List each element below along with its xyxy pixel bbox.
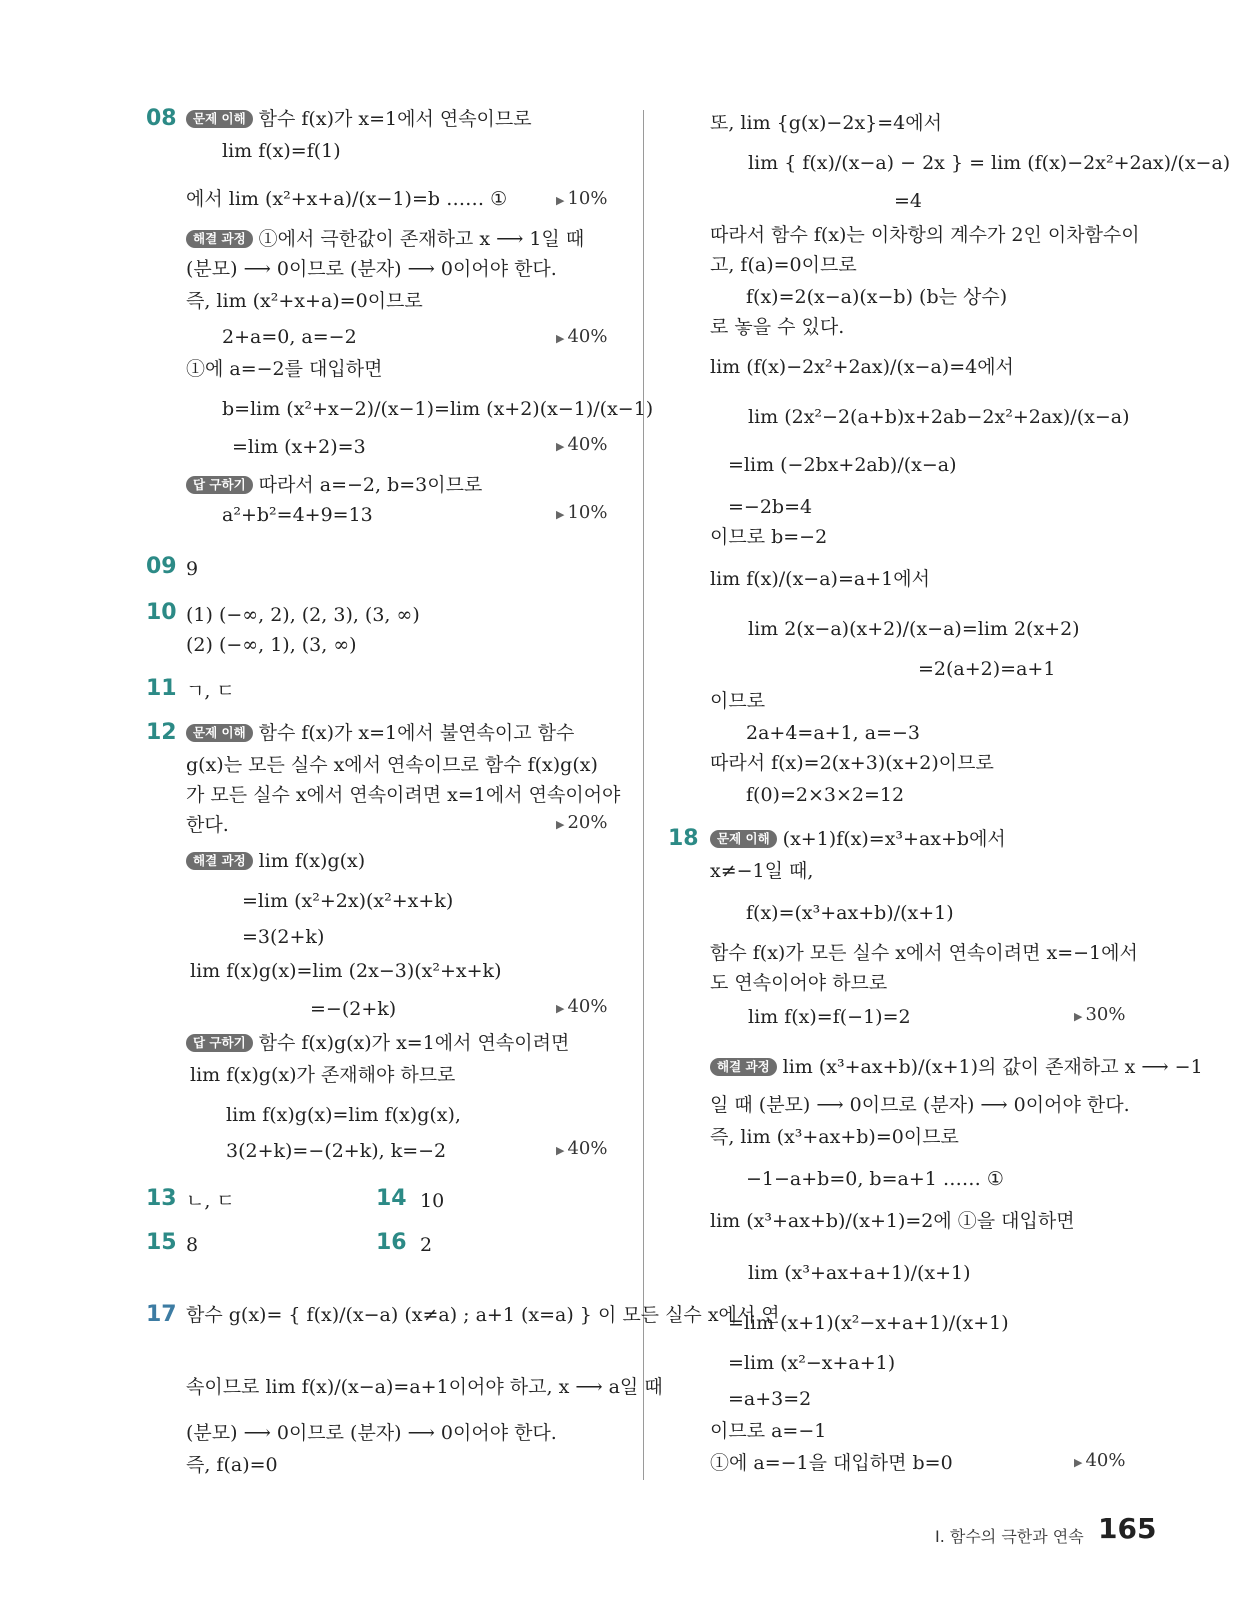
p12-percent-2: ▶ 40% [556,996,608,1017]
p08-percent-3: ▶ 40% [556,434,608,455]
p18-line13: =lim (x+1)(x²−x+a+1)/(x+1) [728,1312,1009,1334]
p08-line2: lim f(x)=f(1) [222,140,341,162]
p18-line2: x≠−1일 때, [710,860,814,882]
p08-line7: 2+a=0, a=−2 [222,326,357,348]
p13-answer: ㄴ, ㄷ [186,1190,235,1212]
c17-line14: lim 2(x−a)(x+2)/(x−a)=lim 2(x+2) [748,618,1080,640]
page-number: 165 [1098,1512,1157,1545]
p08-line11: 답 구하기 따라서 a=−2, b=3이므로 [186,472,482,498]
p08-percent-1: ▶ 10% [556,188,608,209]
p12-line4: 한다. [186,814,229,836]
p12-percent-3: ▶ 40% [556,1138,608,1159]
p17-line3: (분모) ⟶ 0이므로 (분자) ⟶ 0이어야 한다. [186,1422,557,1444]
p08-line4: 해결 과정 ①에서 극한값이 존재하고 x ⟶ 1일 때 [186,226,584,252]
p12-line10: 답 구하기 함수 f(x)g(x)가 x=1에서 연속이려면 [186,1030,569,1056]
c17-line17: 2a+4=a+1, a=−3 [746,722,921,744]
badge-understanding: 문제 이해 [186,724,253,742]
badge-understanding: 문제 이해 [186,110,253,128]
p18-line4: 함수 f(x)가 모든 실수 x에서 연속이려면 x=−1에서 [710,942,1138,964]
p17-line1: 함수 g(x)= { f(x)/(x−a) (x≠a) ; a+1 (x=a) } 이 모든 실수 x에서 연 [186,1304,780,1326]
p18-percent-2: ▶ 40% [1074,1450,1126,1471]
c17-line1: 또, lim {g(x)−2x}=4에서 [710,112,942,134]
p18-line10: −1−a+b=0, b=a+1 …… ① [746,1168,1004,1190]
problem-number-13: 13 [146,1186,177,1211]
chapter-title: I. 함수의 극한과 연속 [935,1527,1084,1546]
p08-percent-4: ▶ 10% [556,502,608,523]
p14-answer: 10 [420,1190,445,1212]
problem-number-15: 15 [146,1230,177,1255]
p12-line13: 3(2+k)=−(2+k), k=−2 [226,1140,447,1162]
badge-understanding: 문제 이해 [710,830,777,848]
p12-line5: 해결 과정 lim f(x)g(x) [186,848,365,874]
c17-line4: 따라서 함수 f(x)는 이차항의 계수가 2인 이차함수이 [710,224,1140,246]
p12-line2: g(x)는 모든 실수 x에서 연속이므로 함수 f(x)g(x) [186,754,598,776]
p18-line14: =lim (x²−x+a+1) [728,1352,896,1374]
p08-line3: 에서 lim (x²+x+a)/(x−1)=b …… ① [186,188,508,210]
p08-line8: ①에 a=−2를 대입하면 [186,358,383,380]
c17-line11: =−2b=4 [728,496,813,518]
p08-percent-2: ▶ 40% [556,326,608,347]
problem-number-10: 10 [146,600,177,625]
p18-line9: 즉, lim (x³+ax+b)=0이므로 [710,1126,959,1148]
p10-line1: (1) (−∞, 2), (2, 3), (3, ∞) [186,604,420,626]
problem-number-18: 18 [668,826,699,851]
badge-answer: 답 구하기 [186,1034,253,1052]
c17-line12: 이므로 b=−2 [710,526,828,548]
p18-line8: 일 때 (분모) ⟶ 0이므로 (분자) ⟶ 0이어야 한다. [710,1094,1130,1116]
badge-answer: 답 구하기 [186,476,253,494]
p12-line6: =lim (x²+2x)(x²+x+k) [242,890,454,912]
badge-solving: 해결 과정 [186,852,253,870]
p18-line16: 이므로 a=−1 [710,1420,827,1442]
p18-line15: =a+3=2 [728,1388,812,1410]
problem-number-12: 12 [146,720,177,745]
c17-line8: lim (f(x)−2x²+2ax)/(x−a)=4에서 [710,356,1014,378]
problem-number-16: 16 [376,1230,407,1255]
p12-line11: lim f(x)g(x)가 존재해야 하므로 [190,1064,456,1086]
p12-line8: lim f(x)g(x)=lim (2x−3)(x²+x+k) [190,960,502,982]
p12-line9: =−(2+k) [310,998,397,1020]
p18-line6: lim f(x)=f(−1)=2 [748,1006,911,1028]
p08-line5: (분모) ⟶ 0이므로 (분자) ⟶ 0이어야 한다. [186,258,557,280]
p18-line5: 도 연속이어야 하므로 [710,972,888,994]
c17-line3: =4 [894,190,923,212]
p11-answer: ㄱ, ㄷ [186,680,235,702]
p08-line10: =lim (x+2)=3 [232,436,366,458]
c17-line10: =lim (−2bx+2ab)/(x−a) [728,454,957,476]
c17-line5: 고, f(a)=0이므로 [710,254,857,276]
c17-line13: lim f(x)/(x−a)=a+1에서 [710,568,930,590]
p12-line7: =3(2+k) [242,926,325,948]
p08-line9: b=lim (x²+x−2)/(x−1)=lim (x+2)(x−1)/(x−1) [222,398,654,420]
problem-number-08: 08 [146,106,177,131]
p10-line2: (2) (−∞, 1), (3, ∞) [186,634,357,656]
p18-line3: f(x)=(x³+ax+b)/(x+1) [746,902,954,924]
problem-number-14: 14 [376,1186,407,1211]
p08-line6: 즉, lim (x²+x+a)=0이므로 [186,290,423,312]
p08-line12: a²+b²=4+9=13 [222,504,373,526]
p12-line12: lim f(x)g(x)=lim f(x)g(x), [226,1104,461,1126]
p15-answer: 8 [186,1234,199,1256]
badge-solving: 해결 과정 [186,230,253,248]
problem-number-11: 11 [146,676,177,701]
badge-solving: 해결 과정 [710,1058,777,1076]
p09-answer: 9 [186,558,199,580]
p18-line17: ①에 a=−1을 대입하면 b=0 [710,1452,953,1474]
p12-line1: 문제 이해 함수 f(x)가 x=1에서 불연속이고 함수 [186,720,574,746]
p18-line11: lim (x³+ax+b)/(x+1)=2에 ①을 대입하면 [710,1210,1075,1232]
p08-line1: 문제 이해 함수 f(x)가 x=1에서 연속이므로 [186,106,532,132]
p12-line3: 가 모든 실수 x에서 연속이려면 x=1에서 연속이어야 [186,784,621,806]
p18-percent-1: ▶ 30% [1074,1004,1126,1025]
p18-line7: 해결 과정 lim (x³+ax+b)/(x+1)의 값이 존재하고 x ⟶ −1 [710,1054,1203,1080]
c17-line18: 따라서 f(x)=2(x+3)(x+2)이므로 [710,752,994,774]
p18-line1: 문제 이해 (x+1)f(x)=x³+ax+b에서 [710,826,1006,852]
p18-line12: lim (x³+ax+a+1)/(x+1) [748,1262,971,1284]
c17-line7: 로 놓을 수 있다. [710,316,845,338]
c17-line9: lim (2x²−2(a+b)x+2ab−2x²+2ax)/(x−a) [748,406,1130,428]
p12-percent-1: ▶ 20% [556,812,608,833]
p16-answer: 2 [420,1234,433,1256]
p17-line2: 속이므로 lim f(x)/(x−a)=a+1이어야 하고, x ⟶ a일 때 [186,1376,663,1398]
p17-line4: 즉, f(a)=0 [186,1454,278,1476]
c17-line6: f(x)=2(x−a)(x−b) (b는 상수) [746,286,1008,308]
c17-line19: f(0)=2×3×2=12 [746,784,905,806]
problem-number-17: 17 [146,1302,177,1327]
column-divider [643,110,644,1480]
c17-line15: =2(a+2)=a+1 [918,658,1056,680]
c17-line2: lim { f(x)/(x−a) − 2x } = lim (f(x)−2x²+2ax)/(x−a) [748,152,1231,174]
problem-number-09: 09 [146,554,177,579]
c17-line16: 이므로 [710,690,766,712]
